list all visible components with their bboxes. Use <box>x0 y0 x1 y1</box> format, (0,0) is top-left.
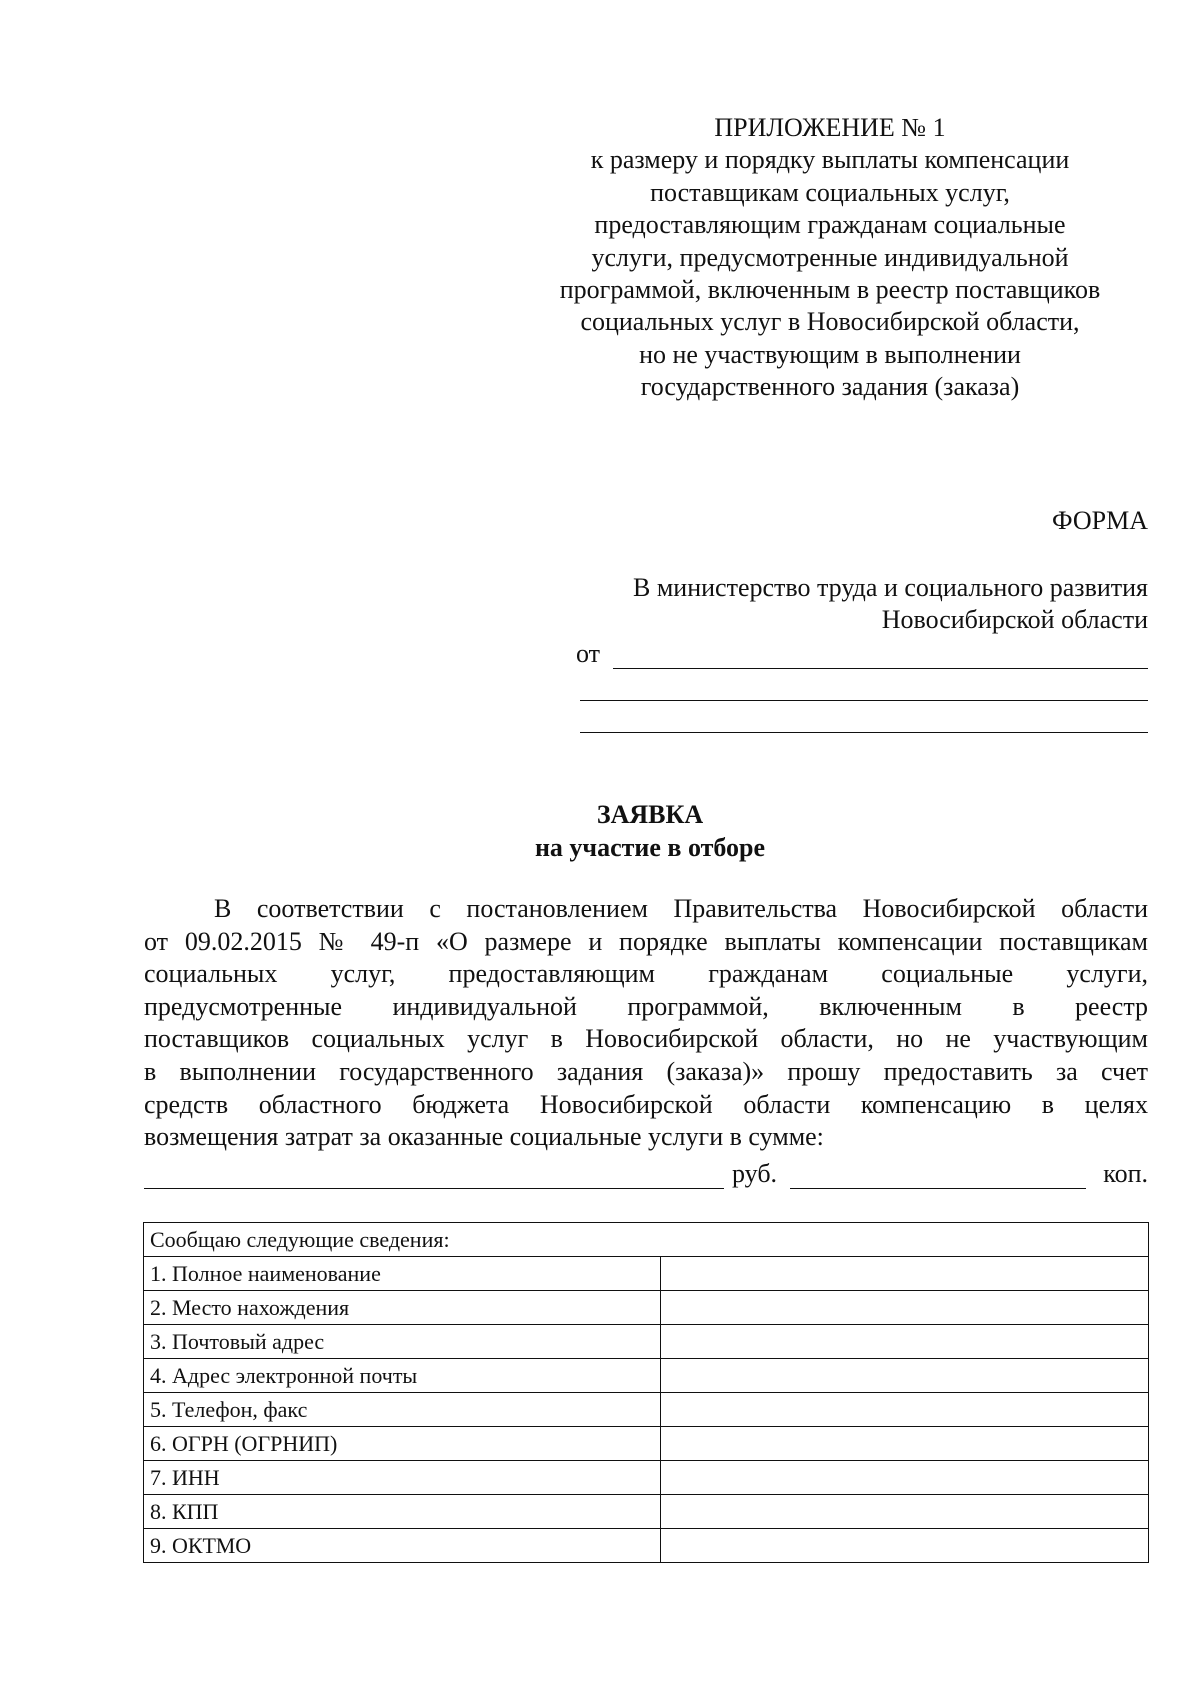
field-value-cell[interactable] <box>661 1461 1149 1495</box>
field-label: 2. Место нахождения <box>144 1291 661 1325</box>
field-label: 9. ОКТМО <box>144 1529 661 1563</box>
table-row <box>144 1495 1149 1529</box>
from-field-row <box>576 638 1148 672</box>
info-table <box>143 1222 1149 1563</box>
table-header-cell: Сообщаю следующие сведения: <box>144 1223 1149 1257</box>
body-line: поставщиков социальных услуг в Новосибирской области, но не участвующим <box>144 1024 1148 1054</box>
table-row <box>144 1529 1149 1563</box>
body-line: средств областного бюджета Новосибирской области компенсацию в целях <box>144 1089 1148 1119</box>
body-line: в выполнении государственного задания (заказа)» прошу предоставить за счет <box>144 1056 1148 1086</box>
table-row <box>144 1461 1149 1495</box>
application-text <box>144 893 1148 1154</box>
kop-label: коп. <box>1103 1159 1148 1188</box>
table-row <box>144 1325 1149 1359</box>
table-row <box>144 1359 1149 1393</box>
kop-amount-blank[interactable] <box>790 1188 1086 1189</box>
table-row <box>144 1393 1149 1427</box>
field-value-cell[interactable] <box>661 1359 1149 1393</box>
body-line: от 09.02.2015 № 49-п «О размере и порядке выплаты компенсации поставщикам <box>144 926 1148 956</box>
field-label: 3. Почтовый адрес <box>144 1325 661 1359</box>
field-label: 5. Телефон, факс <box>144 1393 661 1427</box>
rub-label: руб. <box>732 1159 778 1188</box>
field-label: 6. ОГРН (ОГРНИП) <box>144 1427 661 1461</box>
from-blank-line-1[interactable] <box>613 668 1148 669</box>
field-value-cell[interactable] <box>661 1495 1149 1529</box>
from-label: от <box>576 639 601 668</box>
document-subtitle: на участие в отборе <box>534 833 766 862</box>
table-row <box>144 1291 1149 1325</box>
addressee-line: Новосибирской области <box>881 605 1148 634</box>
body-line: социальных услуг, предоставляющим гражданам социальные услуги, <box>144 959 1148 989</box>
body-line: предусмотренные индивидуальной программой, включенным в реестр <box>144 991 1148 1021</box>
appendix-line: социальных услуг в Новосибирской области, <box>580 307 1080 337</box>
form-label: ФОРМА <box>1052 506 1148 535</box>
field-label: 8. КПП <box>144 1495 661 1529</box>
appendix-line: предоставляющим гражданам социальные <box>594 210 1066 240</box>
addressee-line: В министерство труда и социального развития <box>633 573 1148 602</box>
rub-amount-blank[interactable] <box>144 1188 724 1189</box>
table-row <box>144 1427 1149 1461</box>
body-line: возмещения затрат за оказанные социальные услуги в сумме: <box>144 1122 824 1152</box>
field-label: 7. ИНН <box>144 1461 661 1495</box>
appendix-line: услуги, предусмотренные индивидуальной <box>591 242 1069 272</box>
field-value-cell[interactable] <box>661 1291 1149 1325</box>
field-value-cell[interactable] <box>661 1393 1149 1427</box>
appendix-title: ПРИЛОЖЕНИЕ № 1 <box>714 113 946 142</box>
appendix-line: к размеру и порядку выплаты компенсации <box>590 145 1070 175</box>
addressee-block <box>633 572 1148 636</box>
appendix-line: поставщикам социальных услуг, <box>650 177 1010 207</box>
appendix-header <box>540 112 1120 404</box>
table-row <box>144 1257 1149 1291</box>
body-line: В соответствии с постановлением Правительства Новосибирской области <box>214 894 1148 923</box>
from-blank-line-3[interactable] <box>580 732 1148 733</box>
field-label: 1. Полное наименование <box>144 1257 661 1291</box>
appendix-line: но не участвующим в выполнении <box>639 339 1021 369</box>
field-value-cell[interactable] <box>661 1427 1149 1461</box>
field-label: 4. Адрес электронной почты <box>144 1359 661 1393</box>
document-title: ЗАЯВКА <box>596 800 704 829</box>
field-value-cell[interactable] <box>661 1529 1149 1563</box>
field-value-cell[interactable] <box>661 1257 1149 1291</box>
appendix-line: государственного задания (заказа) <box>640 372 1020 402</box>
from-blank-line-2[interactable] <box>580 700 1148 701</box>
appendix-line: программой, включенным в реестр поставщиков <box>559 275 1101 305</box>
table-header-row <box>144 1223 1149 1257</box>
sum-row <box>144 1158 1148 1192</box>
field-value-cell[interactable] <box>661 1325 1149 1359</box>
